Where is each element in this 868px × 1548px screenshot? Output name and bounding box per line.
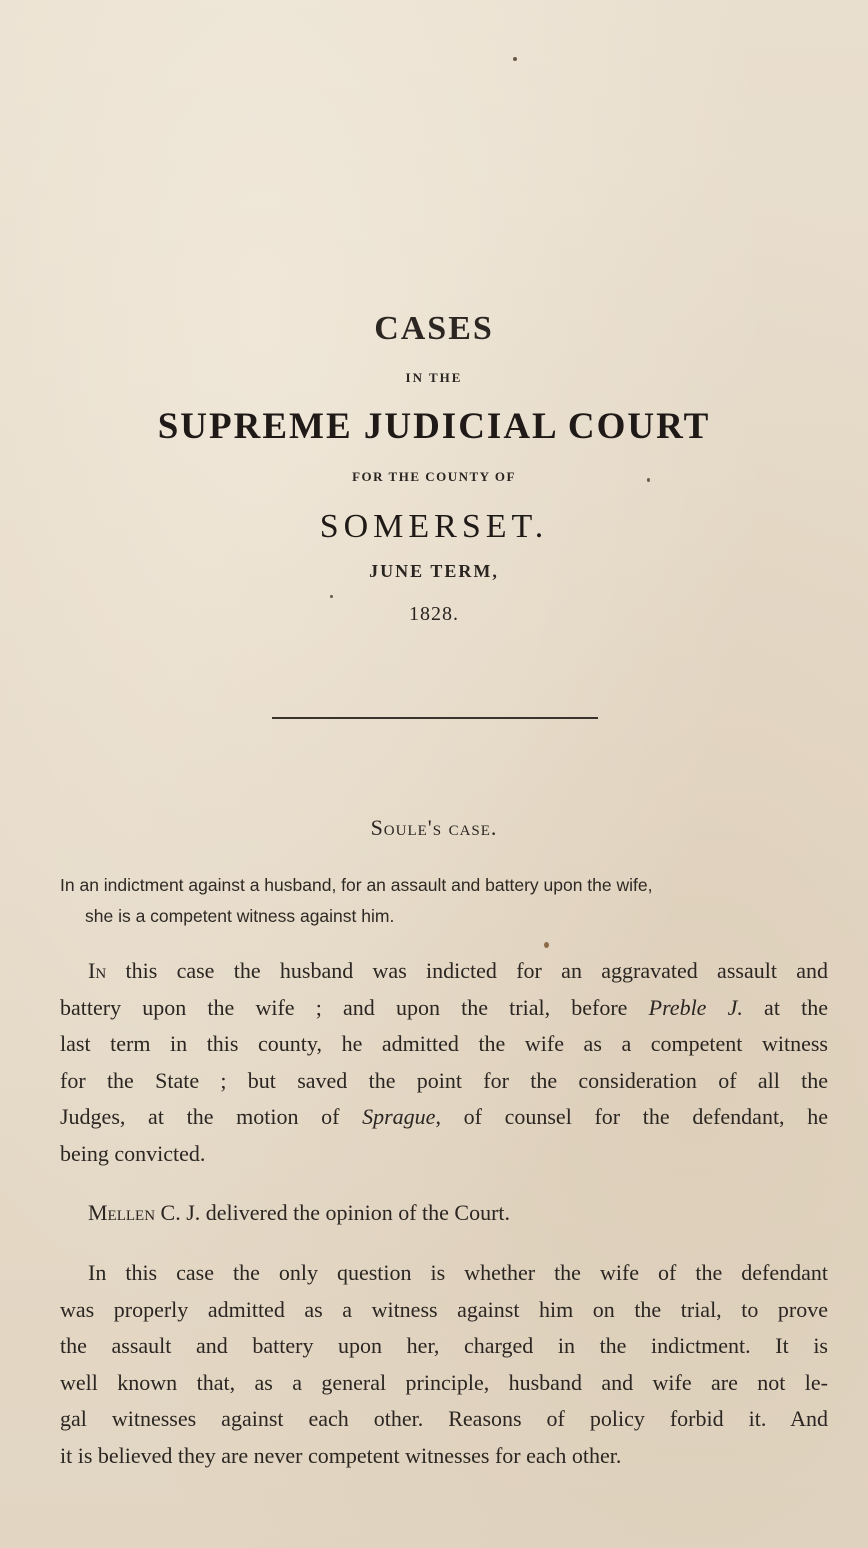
case-title: Soule's case.: [370, 815, 498, 840]
headnote-line: In an indictment against a husband, for an assault and battery upon the wife,: [60, 875, 653, 895]
paragraph-opinion-intro: [60, 1195, 828, 1232]
paragraph-line: [60, 953, 828, 990]
paragraph-line: [60, 990, 828, 1027]
paragraph-line: the assault and battery upon her, charged in the indictment. It is: [60, 1333, 828, 1358]
paper-speck: [513, 57, 517, 61]
title-cases: CASES: [374, 310, 494, 347]
paragraph-line: it is believed they are never competent witnesses for each other.: [60, 1442, 622, 1468]
title-term: JUNE TERM,: [369, 561, 499, 581]
title-court: SUPREME JUDICIAL COURT: [157, 406, 711, 447]
title-county-name: SOMERSET.: [319, 508, 549, 545]
chief-justice-name: Mellen: [88, 1200, 156, 1225]
headnote: [60, 870, 828, 932]
text-run: Judges, at the motion of: [60, 1104, 363, 1129]
title-year: 1828.: [409, 603, 459, 625]
text-run: C. J. delivered the opinion of the Court.: [155, 1200, 511, 1225]
paragraph-line: was properly admitted as a witness against him on the trial, to prove: [60, 1296, 828, 1322]
paragraph-line: for the State ; but saved the point for the consideration of all the: [60, 1067, 828, 1093]
paragraph-opinion: [60, 1255, 828, 1474]
paragraph-line: gal witnesses against each other. Reasons of policy forbid it. And: [60, 1406, 828, 1431]
lead-word: In: [88, 958, 107, 983]
paragraph-line: being convicted.: [60, 1140, 206, 1166]
text-run: battery upon the wife ; and upon the trial, before: [60, 994, 649, 1020]
paragraph-line: [60, 1195, 828, 1232]
paragraph-facts: [60, 953, 828, 1172]
paragraph-line: well known that, as a general principle, husband and wife are not le-: [60, 1369, 828, 1395]
headnote-line: she is a competent witness against him.: [85, 906, 395, 926]
judge-name: Preble J.: [648, 994, 743, 1020]
paper-speck: [647, 478, 650, 482]
title-for-county: FOR THE COUNTY OF: [352, 469, 516, 484]
text-run: , of counsel for the defendant, he: [435, 1104, 828, 1129]
paper-speck: [544, 942, 549, 948]
paragraph-line: [60, 1099, 828, 1136]
paragraph-line: In this case the only question is whether the wife of the defendant: [88, 1260, 828, 1285]
text-run: this case the husband was indicted for an aggravated assault and: [106, 958, 828, 983]
horizontal-rule: [272, 717, 598, 719]
counsel-name: Sprague: [362, 1104, 436, 1129]
text-run: at the: [742, 994, 828, 1020]
paragraph-line: last term in this county, he admitted the wife as a competent witness: [60, 1031, 828, 1056]
paper-speck: [330, 595, 333, 598]
title-in-the: IN THE: [405, 370, 463, 385]
